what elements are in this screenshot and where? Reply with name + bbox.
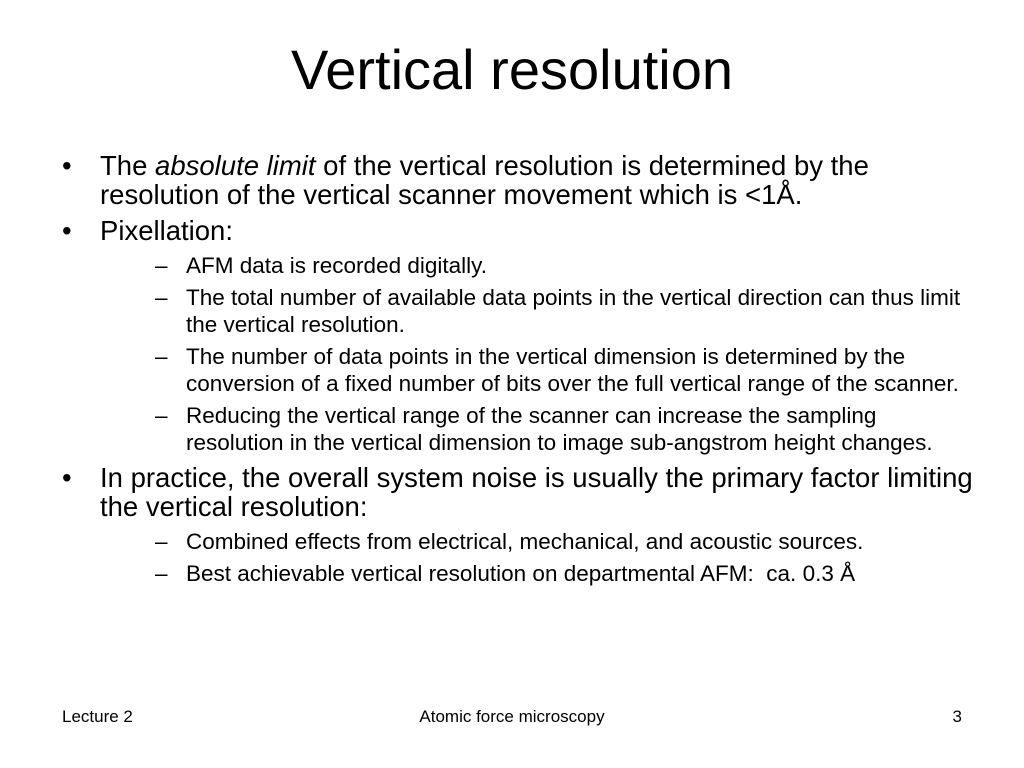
slide-title: Vertical resolution bbox=[290, 38, 733, 101]
sub-list bbox=[100, 528, 980, 587]
bullet-system-noise bbox=[60, 463, 980, 587]
sub-list bbox=[100, 252, 980, 456]
sub-item-text: The number of data points in the vertical dimension is determined by the conversion of a fixed number of bits over the full vertical range of the scanner. bbox=[186, 344, 959, 396]
footer-lecture: Lecture 2 bbox=[62, 707, 133, 726]
bullet-marker: • bbox=[62, 462, 72, 493]
sub-item bbox=[100, 343, 980, 397]
dash-marker: – bbox=[155, 561, 168, 586]
slide-body bbox=[60, 151, 980, 594]
bullet-text-emphasis: absolute limit bbox=[155, 150, 316, 181]
sub-item bbox=[100, 528, 980, 555]
footer-page-number: 3 bbox=[952, 707, 962, 726]
dash-marker: – bbox=[155, 253, 168, 278]
sub-item-text: Best achievable vertical resolution on departmental AFM: ca. 0.3 Å bbox=[186, 561, 856, 586]
dash-marker: – bbox=[155, 403, 168, 428]
sub-item-text: AFM data is recorded digitally. bbox=[186, 253, 487, 278]
sub-item-text: The total number of available data points in the vertical direction can thus limit the vertical resolution. bbox=[186, 285, 961, 337]
sub-item bbox=[100, 284, 980, 338]
bullet-pixellation bbox=[60, 216, 980, 456]
dash-marker: – bbox=[155, 529, 168, 554]
sub-item bbox=[100, 560, 980, 587]
bullet-marker: • bbox=[62, 150, 72, 181]
bullet-list bbox=[60, 151, 980, 587]
bullet-text-pre: The bbox=[100, 150, 156, 181]
bullet-absolute-limit bbox=[60, 151, 980, 209]
bullet-marker: • bbox=[62, 215, 72, 246]
sub-item-text: Combined effects from electrical, mechanical, and acoustic sources. bbox=[186, 529, 864, 554]
dash-marker: – bbox=[155, 344, 168, 369]
footer-course-title: Atomic force microscopy bbox=[419, 707, 605, 726]
dash-marker: – bbox=[155, 285, 168, 310]
bullet-text: Pixellation: bbox=[100, 215, 233, 246]
bullet-text-post: of the vertical resolution is determined by the resolution of the vertical scanner movement which is <1Å. bbox=[100, 150, 869, 210]
sub-item-text: Reducing the vertical range of the scanner can increase the sampling resolution in the vertical dimension to image sub-angstrom height changes. bbox=[186, 403, 933, 455]
bullet-text: In practice, the overall system noise is usually the primary factor limiting the vertical resolution: bbox=[100, 462, 973, 522]
sub-item bbox=[100, 252, 980, 279]
sub-item bbox=[100, 402, 980, 456]
